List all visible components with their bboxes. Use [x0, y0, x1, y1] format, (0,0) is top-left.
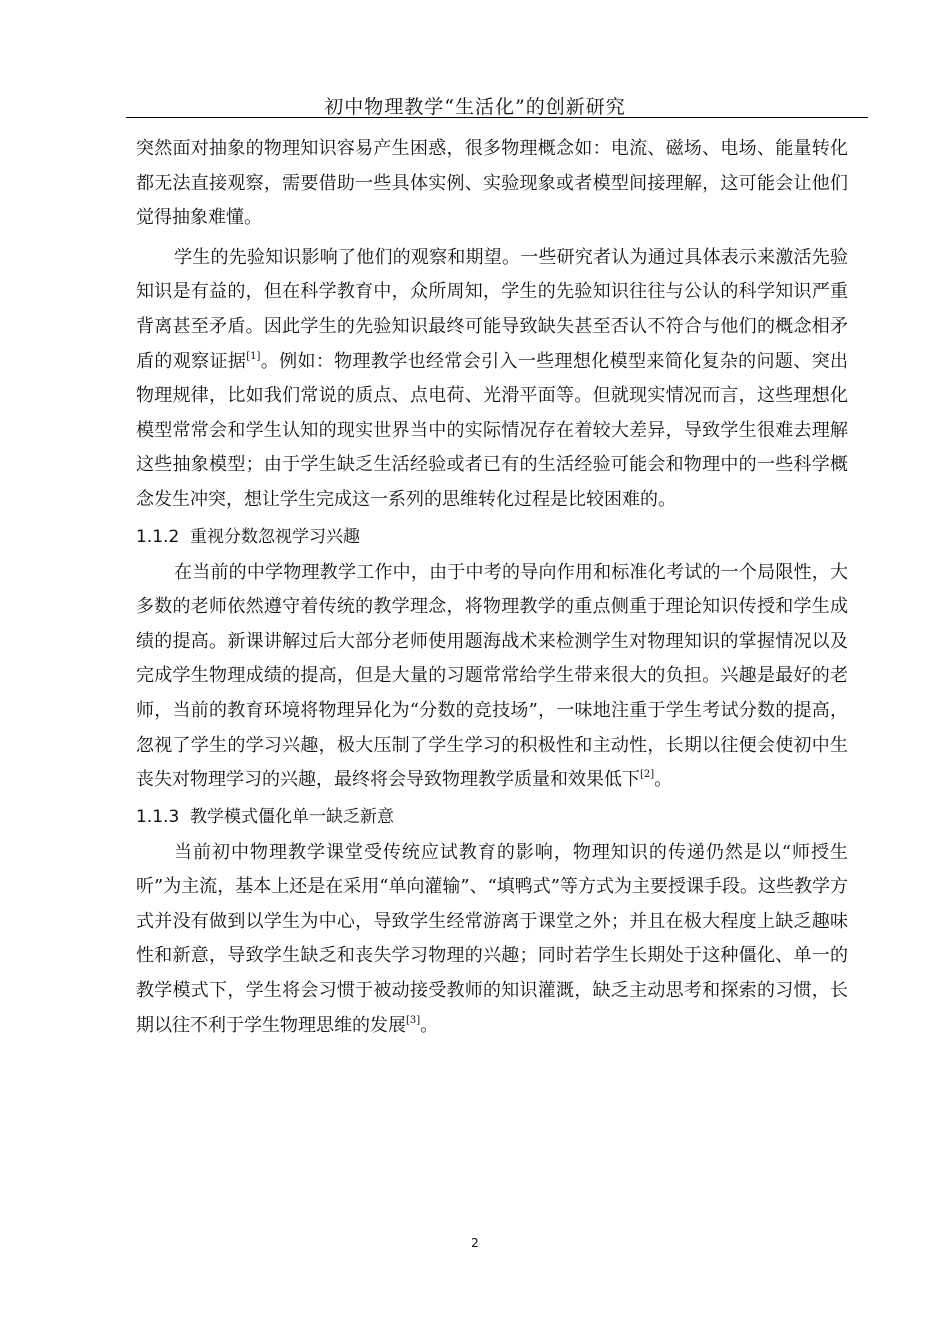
section-title: 教学模式僵化单一缺乏新意	[190, 806, 394, 827]
section-number: 1.1.3	[136, 806, 180, 827]
paragraph-prior-knowledge	[136, 241, 848, 518]
running-header-title: 初中物理教学“生活化”的创新研究	[324, 96, 626, 118]
section-heading-1-1-2	[136, 520, 848, 554]
paragraph-text: 学生的先验知识影响了他们的观察和期望。一些研究者认为通过具体表示来激活先验知识是有益的，但在科学教育中，众所周知，学生的先验知识往往与公认的科学知识严重背离甚至矛盾。因此学生的先验知识最终可能导致缺失甚至否认不符合与他们的概念相矛盾的观察证据	[136, 246, 848, 372]
paragraph-text: 在当前的中学物理教学工作中，由于中考的导向作用和标准化考试的一个局限性，大多数的老师依然遵守着传统的教学理念，将物理教学的重点侧重于理论知识传授和学生成绩的提高。新课讲解过后大部分老师使用题海战术来检测学生对物理知识的掌握情况以及完成学生物理成绩的提高，但是大量的习题常常给学生带来很大的负担。兴趣是最好的老师，当前的教育环境将物理异化为“分数的竞技场”，一味地注重于学生考试分数的提高，忽视了学生的学习兴趣，极大压制了学生学习的积极性和主动性，长期以往便会使初中生丧失对物理学习的兴趣，最终将会导致物理教学质量和效果低下	[136, 561, 848, 791]
paragraph-text: 当前初中物理教学课堂受传统应试教育的影响，物理知识的传递仍然是以“师授生听”为主流，基本上还是在采用“单向灌输”、“填鸭式”等方式为主要授课手段。这些教学方式并没有做到以学生为中心，导致学生经常游离于课堂之外；并且在极大程度上缺乏趣味性和新意，导致学生缺乏和丧失学习物理的兴趣；同时若学生长期处于这种僵化、单一的教学模式下，学生将会习惯于被动接受教师的知识灌溉，缺乏主动思考和探索的习惯，长期以往不利于学生物理思维的发展	[136, 841, 849, 1036]
citation-ref-1: [1]	[246, 350, 261, 362]
header-divider	[126, 117, 868, 118]
paragraph-scores-vs-interest	[136, 556, 848, 798]
page-body	[136, 132, 848, 1043]
section-number: 1.1.2	[136, 526, 180, 547]
page-number: 2	[471, 1236, 479, 1250]
paragraph-text: 。	[420, 1014, 439, 1036]
citation-ref-2: [2]	[640, 769, 655, 781]
citation-ref-3: [3]	[406, 1014, 421, 1026]
section-title: 重视分数忽视学习兴趣	[190, 526, 360, 547]
paragraph-continued: 突然面对抽象的物理知识容易产生困惑，很多物理概念如：电流、磁场、电场、能量转化都无法直接观察，需要借助一些具体实例、实验现象或者模型间接理解，这可能会让他们觉得抽象难懂。	[136, 138, 848, 229]
paragraph-text: 。	[654, 769, 673, 791]
paragraph-text: 。例如：物理教学也经常会引入一些理想化模型来简化复杂的问题、突出物理规律，比如我们常说的质点、点电荷、光滑平面等。但就现实情况而言，这些理想化模型常常会和学生认知的现实世界当中的实际情况存在着较大差异，导致学生很难去理解这些抽象模型；由于学生缺乏生活经验或者已有的生活经验可能会和物理中的一些科学概念发生冲突，想让学生完成这一系列的思维转化过程是比较困难的。	[136, 350, 849, 510]
section-heading-1-1-3	[136, 800, 848, 834]
paragraph-rigid-teaching-mode	[136, 836, 848, 1044]
